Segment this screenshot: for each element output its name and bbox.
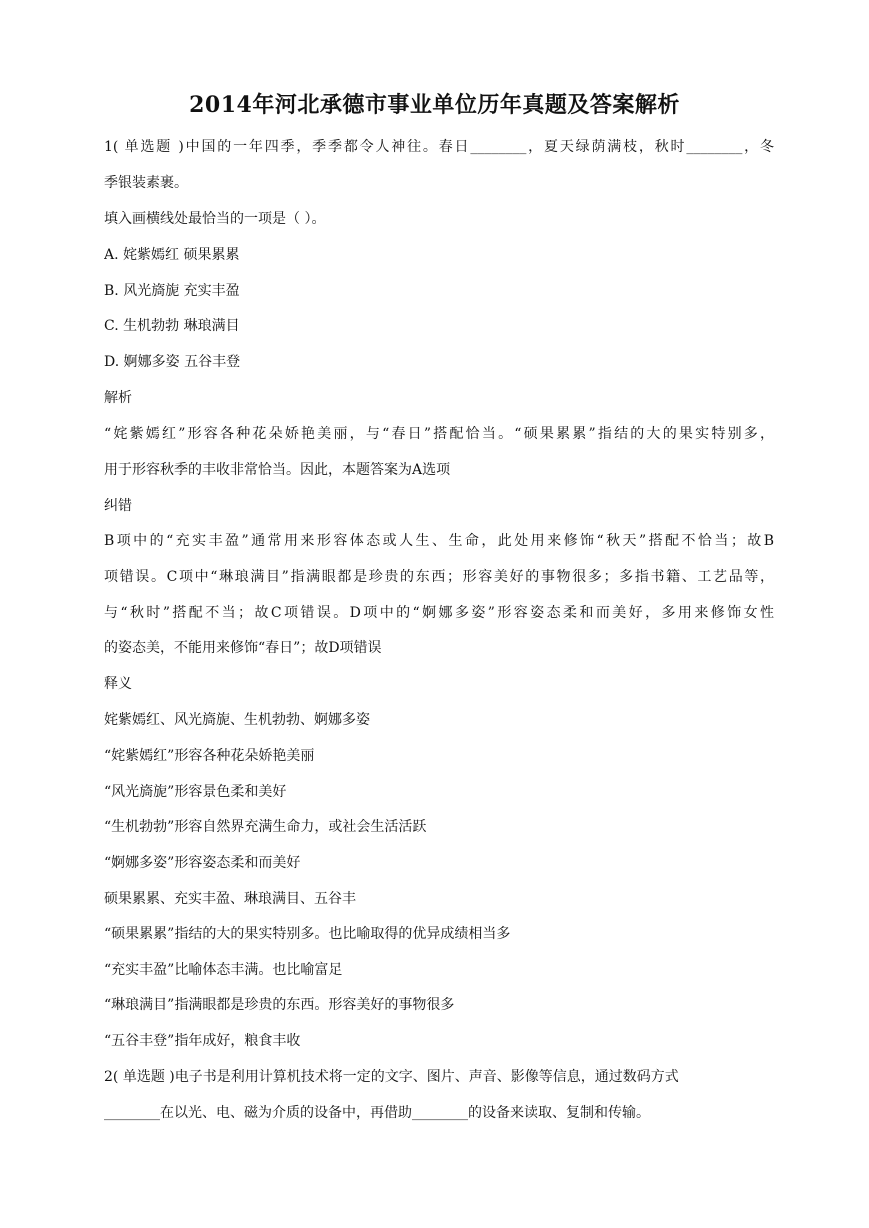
definition-group-2: 硕果累累、充实丰盈、琳琅满目、五谷丰 [104,891,356,907]
definition-item: “五谷丰登”指年成好，粮食丰收 [104,1033,301,1049]
option-d: D. 婀娜多姿 五谷丰登 [104,354,241,370]
definition-item: “风光旖旎”形容景色柔和美好 [104,784,287,800]
document-title: 2014年河北承德市事业单位历年真题及答案解析 [189,92,680,118]
definition-item: “生机勃勃”形容自然界充满生命力，或社会生活活跃 [104,819,427,835]
question-2-stem: 2( 单选题 )电子书是利用计算机技术将一定的文字、图片、声音、影像等信息，通过数码方式 [104,1069,679,1085]
definition-item: “琳琅满目”指满眼都是珍贵的东西。形容美好的事物很多 [104,997,455,1013]
correction-text: 的姿态美，不能用来修饰“春日”；故D项错误 [104,640,382,656]
analysis-heading: 解析 [104,390,132,406]
definition-item: “婀娜多姿”形容姿态柔和而美好 [104,855,301,871]
correction-text: 与“秋时”搭配不当；故C项错误。D项中的“婀娜多姿”形容姿态柔和而美好，多用来修饰女性 [104,605,774,621]
question-1-stem-cont: 季银装素裹。 [104,175,188,191]
option-b: B. 风光旖旎 充实丰盈 [104,283,240,299]
option-c: C. 生机勃勃 琳琅满目 [104,318,240,334]
correction-heading: 纠错 [104,498,132,514]
correction-text: B项中的“充实丰盈”通常用来形容体态或人生、生命，此处用来修饰“秋天”搭配不恰当；故B [104,533,774,549]
analysis-text: “姹紫嫣红”形容各种花朵娇艳美丽，与“春日”搭配恰当。“硕果累累”指结的大的果实特别多， [104,426,774,442]
question-1-instruction: 填入画横线处最恰当的一项是（ ）。 [104,211,326,227]
analysis-text: 用于形容秋季的丰收非常恰当。因此，本题答案为A选项 [104,462,451,478]
question-2-stem-cont: ________在以光、电、磁为介质的设备中，再借助________的设备来读取、复制和传输。 [104,1105,650,1121]
option-a: A. 姹紫嫣红 硕果累累 [104,247,240,263]
definition-item: “硕果累累”指结的大的果实特别多。也比喻取得的优异成绩相当多 [104,926,511,942]
definition-item: “姹紫嫣红”形容各种花朵娇艳美丽 [104,748,315,764]
definition-group-1: 姹紫嫣红、风光旖旎、生机勃勃、婀娜多姿 [104,712,370,728]
definition-item: “充实丰盈”比喻体态丰满。也比喻富足 [104,962,343,978]
definition-heading: 释义 [104,676,132,692]
correction-text: 项错误。C项中“琳琅满目”指满眼都是珍贵的东西；形容美好的事物很多；多指书籍、工艺品等， [104,569,774,585]
question-1-stem: 1( 单选题 )中国的一年四季，季季都令人神往。春日________，夏天绿荫满枝，秋时________，冬 [104,139,774,155]
